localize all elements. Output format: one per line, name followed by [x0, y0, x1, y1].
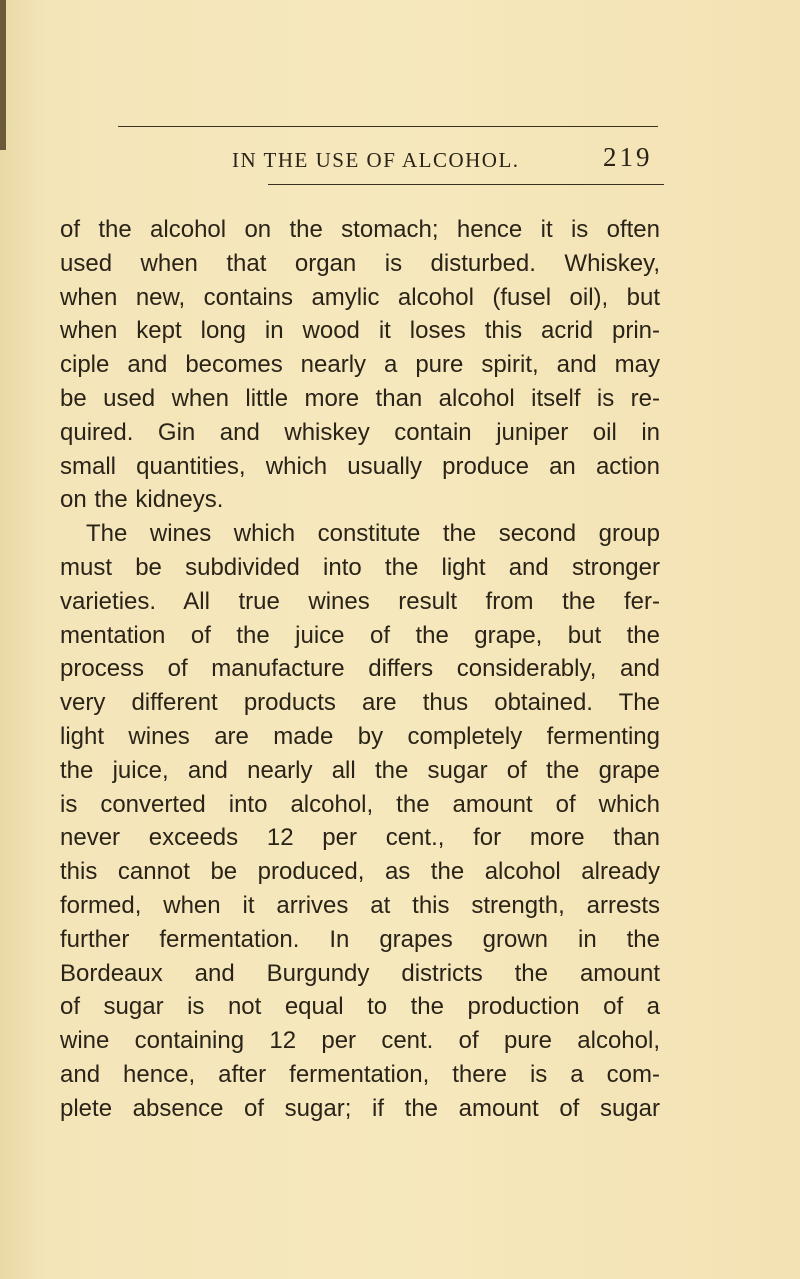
- paragraph-start-line: The wines which constitute the second group: [86, 520, 660, 548]
- header-rule-top: [118, 126, 658, 127]
- text-line: formed, when it arrives at this strength, arrests: [60, 891, 660, 919]
- text-line: on the kidneys.: [60, 486, 224, 514]
- text-line: mentation of the juice of the grape, but the: [60, 621, 660, 649]
- text-line: never exceeds 12 per cent., for more than: [60, 824, 660, 852]
- page-spine-edge: [0, 0, 6, 150]
- header-rule-bottom: [268, 184, 664, 185]
- text-line: varieties. All true wines result from the fer-: [60, 587, 660, 615]
- text-line: further fermentation. In grapes grown in the: [60, 925, 660, 953]
- text-line: this cannot be produced, as the alcohol already: [60, 858, 660, 886]
- text-line: quired. Gin and whiskey contain juniper oil in: [60, 418, 660, 446]
- text-line: small quantities, which usually produce an action: [60, 452, 660, 480]
- body-text: [60, 213, 660, 1126]
- text-line: process of manufacture differs considerably, and: [60, 655, 660, 683]
- text-line: must be subdivided into the light and stronger: [60, 553, 660, 581]
- text-line: the juice, and nearly all the sugar of the grape: [60, 756, 660, 784]
- text-line: very different products are thus obtained. The: [60, 689, 660, 717]
- text-line: of the alcohol on the stomach; hence it is often: [60, 216, 660, 243]
- text-line: light wines are made by completely fermenting: [60, 722, 660, 750]
- text-line: be used when little more than alcohol itself is re-: [60, 384, 660, 412]
- text-line: wine containing 12 per cent. of pure alcohol,: [60, 1027, 660, 1055]
- text-line: when new, contains amylic alcohol (fusel oil), but: [60, 283, 660, 311]
- text-line: and hence, after fermentation, there is a com-: [60, 1060, 660, 1088]
- text-line: plete absence of sugar; if the amount of sugar: [60, 1094, 660, 1122]
- text-line: used when that organ is disturbed. Whiskey,: [60, 249, 660, 277]
- text-line: is converted into alcohol, the amount of which: [60, 790, 660, 818]
- text-line: of sugar is not equal to the production of a: [60, 993, 660, 1021]
- text-line: ciple and becomes nearly a pure spirit, and may: [60, 351, 660, 379]
- page-number: 219: [603, 142, 653, 172]
- text-line: when kept long in wood it loses this acrid prin-: [60, 317, 660, 345]
- text-line: Bordeaux and Burgundy districts the amount: [60, 959, 660, 987]
- running-head: IN THE USE OF ALCOHOL.: [232, 148, 520, 172]
